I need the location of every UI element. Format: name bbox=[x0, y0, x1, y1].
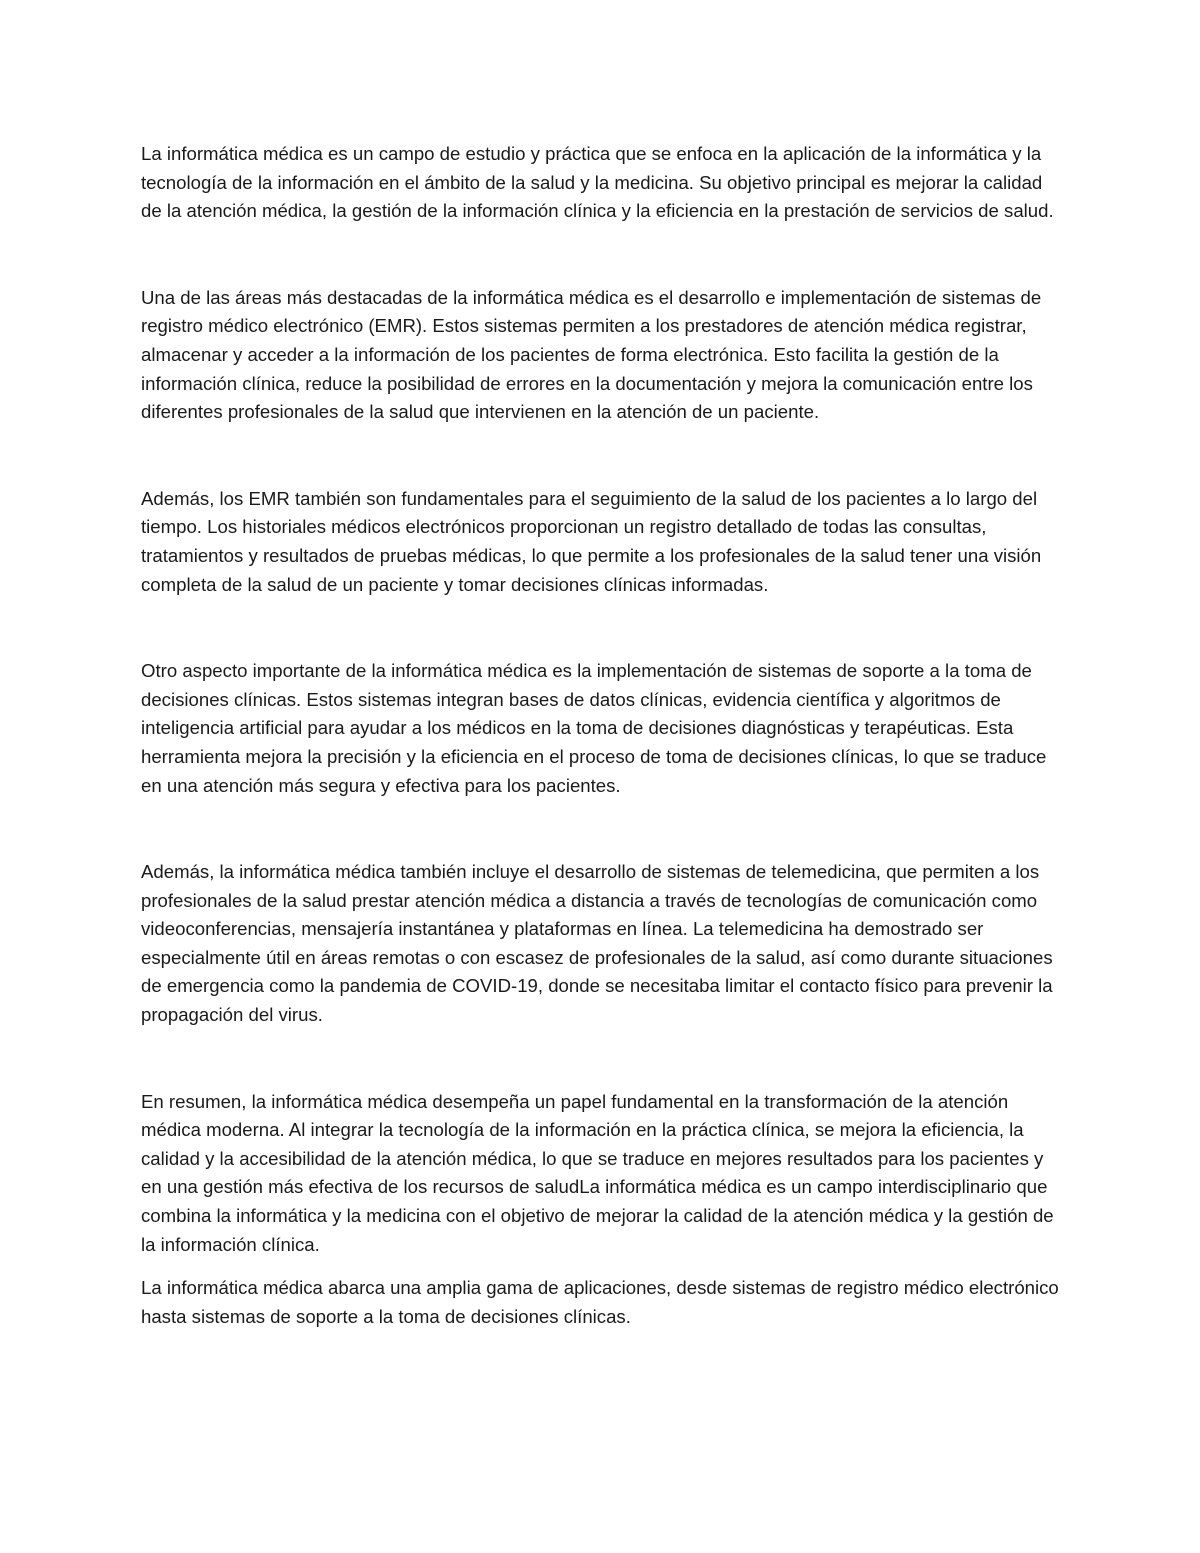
document-body bbox=[141, 140, 1061, 1331]
paragraph-intro: La informática médica es un campo de estudio y práctica que se enfoca en la aplicación de la informática y la tecnología de la información en el ámbito de la salud y la medicina. Su objetivo principal es mejorar la calidad de la atención médica, la gestión de la información clínica y la eficiencia en la prestación de servicios de salud. bbox=[141, 143, 1054, 222]
paragraph-telemedicine: Además, la informática médica también incluye el desarrollo de sistemas de telemedicina, que permiten a los profesionales de la salud prestar atención médica a distancia a través de tecnologías de comunicación como videoconferencias, mensajería instantánea y plataformas en línea. La telemedicina ha demostrado ser especialmente útil en áreas remotas o con escasez de profesionales de la salud, así como durante situaciones de emergencia como la pandemia de COVID-19, donde se necesitaba limitar el contacto físico para prevenir la propagación del virus. bbox=[141, 861, 1053, 1026]
paragraph-emr-tracking: Además, los EMR también son fundamentales para el seguimiento de la salud de los pacientes a lo largo del tiempo. Los historiales médicos electrónicos proporcionan un registro detallado de todas las consultas, tratamientos y resultados de pruebas médicas, lo que permite a los profesionales de la salud tener una visión completa de la salud de un paciente y tomar decisiones clínicas informadas. bbox=[141, 487, 1042, 595]
paragraph-applications: La informática médica abarca una amplia gama de aplicaciones, desde sistemas de registro médico electrónico hasta sistemas de soporte a la toma de decisiones clínicas. bbox=[141, 1277, 1059, 1327]
paragraph-summary: En resumen, la informática médica desempeña un papel fundamental en la transformación de la atención médica moderna. Al integrar la tecnología de la información en la práctica clínica, se mejora la eficiencia, la calidad y la accesibilidad de la atención médica, lo que se traduce en mejores resultados para los pacientes y en una gestión más efectiva de los recursos de saludLa informática médica es un campo interdisciplinario que combina la informática y la medicina con el objetivo de mejorar la calidad de la atención médica y la gestión de la información clínica. bbox=[141, 1090, 1054, 1255]
paragraph-decision-support: Otro aspecto importante de la informática médica es la implementación de sistemas de soporte a la toma de decisiones clínicas. Estos sistemas integran bases de datos clínicas, evidencia científica y algoritmos de inteligencia artificial para ayudar a los médicos en la toma de decisiones diagnósticas y terapéuticas. Esta herramienta mejora la precisión y la eficiencia en el proceso de toma de decisiones clínicas, lo que se traduce en una atención más segura y efectiva para los pacientes. bbox=[141, 660, 1047, 796]
paragraph-emr-systems: Una de las áreas más destacadas de la informática médica es el desarrollo e implementación de sistemas de registro médico electrónico (EMR). Estos sistemas permiten a los prestadores de atención médica registrar, almacenar y acceder a la información de los pacientes de forma electrónica. Esto facilita la gestión de la información clínica, reduce la posibilidad de errores en la documentación y mejora la comunicación entre los diferentes profesionales de la salud que intervienen en la atención de un paciente. bbox=[141, 286, 1042, 423]
